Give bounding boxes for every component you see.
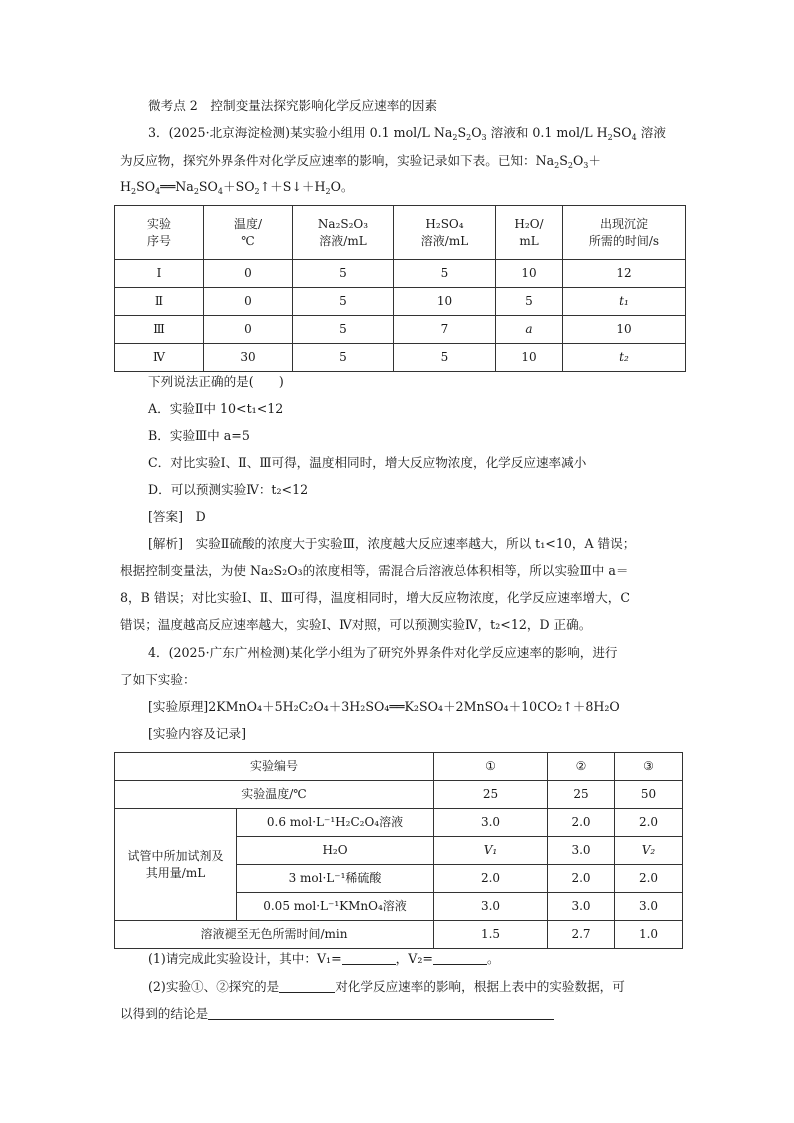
- table-cell: 2.0: [615, 809, 683, 837]
- q3-stem-line-3: $H_2SO_4══Na_2SO_4+SO_2↑+S↓+H_2O$。: [120, 179, 354, 196]
- q3-answer: [答案] D: [148, 509, 206, 524]
- table-cell: 1.5: [434, 921, 548, 949]
- factor-answer-blank[interactable]: [279, 979, 335, 993]
- table-cell: 0.6 mol·L⁻¹H₂C₂O₄溶液: [237, 809, 434, 837]
- table-cell: 3.0: [434, 893, 548, 921]
- table-row: [115, 809, 683, 837]
- table-cell: 5: [394, 344, 496, 372]
- table-cell: 10: [496, 344, 563, 372]
- table-cell: ②: [548, 753, 615, 781]
- table-cell: 2.0: [615, 865, 683, 893]
- table-row: [115, 288, 686, 316]
- table-cell: 2.0: [434, 865, 548, 893]
- table-cell: a: [496, 316, 563, 344]
- table-cell: 3.0: [548, 837, 615, 865]
- table-cell: 0.05 mol·L⁻¹KMnO₄溶液: [237, 893, 434, 921]
- table-cell: 30: [204, 344, 293, 372]
- q3-analysis-line-1: [解析] 实验Ⅱ硫酸的浓度大于实验Ⅲ，浓度越大反应速率越大，所以 t₁<10，A 错误；: [148, 536, 636, 551]
- table-cell: t₁: [563, 288, 686, 316]
- reagent-group-label: 试管中所加试剂及 其用量/mL: [115, 809, 237, 921]
- q3-analysis-line-4: 错误；温度越高反应速率越大，实验Ⅰ、Ⅳ对照，可以预测实验Ⅳ，t₂<12，D 正确。: [120, 617, 592, 632]
- table-cell: Ⅲ: [115, 316, 204, 344]
- table-cell: 3.0: [434, 809, 548, 837]
- q3-header-cell: 温度/ ℃: [204, 206, 293, 260]
- table-cell: 5: [293, 344, 394, 372]
- table-cell: 10: [394, 288, 496, 316]
- q3-header-cell: 实验 序号: [115, 206, 204, 260]
- table-cell: 3.0: [548, 893, 615, 921]
- table-cell: 5: [293, 288, 394, 316]
- table-cell: 溶液褪至无色所需时间/min: [115, 921, 434, 949]
- q4-sub-question-2-cont: 以得到的结论是: [120, 1005, 554, 1023]
- table-cell: 10: [496, 260, 563, 288]
- q3-stem-line-2: 为反应物，探究外界条件对化学反应速率的影响，实验记录如下表。已知：$Na_2S_2O_3+$: [120, 153, 601, 170]
- table-row: [115, 316, 686, 344]
- table-cell: 2.0: [548, 809, 615, 837]
- q3-table-header-row: [115, 206, 686, 260]
- table-row: [115, 921, 683, 949]
- table-cell: V₁: [434, 837, 548, 865]
- section-title: 微考点 2 控制变量法探究影响化学反应速率的因素: [148, 98, 438, 113]
- q3-option-d: D．可以预测实验Ⅳ：t₂<12: [148, 482, 309, 497]
- q3-header-cell: 出现沉淀 所需的时间/s: [563, 206, 686, 260]
- table-cell: t₂: [563, 344, 686, 372]
- q4-sub-question-2: (2)实验①、②探究的是 对化学反应速率的影响，根据上表中的实验数据，可: [148, 979, 625, 994]
- table-cell: V₂: [615, 837, 683, 865]
- q3-header-cell: H₂O/ mL: [496, 206, 563, 260]
- q4-principle: [实验原理]2KMnO₄＋5H₂C₂O₄＋3H₂SO₄══K₂SO₄＋2MnSO₄＋10CO₂↑＋8H₂O: [148, 699, 620, 714]
- table-cell: ①: [434, 753, 548, 781]
- table-cell: 5: [293, 260, 394, 288]
- table-cell: ③: [615, 753, 683, 781]
- table-cell: 2.0: [548, 865, 615, 893]
- q3-option-b: B．实验Ⅲ中 a=5: [148, 428, 250, 443]
- table-cell: Ⅰ: [115, 260, 204, 288]
- table-cell: 2.7: [548, 921, 615, 949]
- v1-answer-blank[interactable]: [342, 951, 396, 965]
- table-row: [115, 781, 683, 809]
- q4-stem-line-1: 4．(2025·广东广州检测)某化学小组为了研究外界条件对化学反应速率的影响，进行: [148, 645, 618, 660]
- q3-header-cell: H₂SO₄ 溶液/mL: [394, 206, 496, 260]
- table-cell: Ⅱ: [115, 288, 204, 316]
- table-cell: 1.0: [615, 921, 683, 949]
- table-cell: 3 mol·L⁻¹稀硫酸: [237, 865, 434, 893]
- table-cell: Ⅳ: [115, 344, 204, 372]
- table-cell: 0: [204, 260, 293, 288]
- table-cell: 10: [563, 316, 686, 344]
- table-cell: 0: [204, 316, 293, 344]
- table-cell: 12: [563, 260, 686, 288]
- q3-option-a: A．实验Ⅱ中 10<t₁<12: [148, 401, 284, 416]
- q3-data-table: [114, 205, 686, 372]
- table-cell: 实验温度/℃: [115, 781, 434, 809]
- table-cell: 5: [496, 288, 563, 316]
- q3-analysis-line-2: 根据控制变量法，为使 Na₂S₂O₃的浓度相等，需混合后溶液总体积相等，所以实验Ⅲ中 a＝: [120, 563, 629, 578]
- q4-experiment-table: [114, 752, 683, 949]
- v2-answer-blank[interactable]: [433, 951, 487, 965]
- table-cell: 5: [394, 260, 496, 288]
- q4-sub-question-1: (1)请完成此实验设计，其中：V₁= ，V₂= 。: [148, 951, 500, 966]
- q3-stem-line-1: 3．(2025·北京海淀检测)某实验小组用 0.1 mol/L $Na_2S_2O_3$ 溶液和 0.1 mol/L $H_2SO_4$ 溶液: [148, 125, 666, 142]
- q3-analysis-line-3: 8，B 错误；对比实验Ⅰ、Ⅱ、Ⅲ可得，温度相同时，增大反应物浓度，化学反应速率增大，C: [120, 590, 630, 605]
- table-row: [115, 344, 686, 372]
- table-cell: 25: [548, 781, 615, 809]
- table-cell: 7: [394, 316, 496, 344]
- table-cell: 5: [293, 316, 394, 344]
- table-row: [115, 753, 683, 781]
- table-cell: 25: [434, 781, 548, 809]
- table-cell: 50: [615, 781, 683, 809]
- table-row: [115, 260, 686, 288]
- q3-header-cell: Na₂S₂O₃ 溶液/mL: [293, 206, 394, 260]
- q3-option-c: C．对比实验Ⅰ、Ⅱ、Ⅲ可得，温度相同时，增大反应物浓度，化学反应速率减小: [148, 455, 587, 470]
- q4-content-label: [实验内容及记录]: [148, 726, 246, 741]
- table-cell: H₂O: [237, 837, 434, 865]
- table-cell: 实验编号: [115, 753, 434, 781]
- q3-prompt: 下列说法正确的是( ): [148, 374, 284, 389]
- q4-stem-line-2: 了如下实验：: [120, 672, 196, 687]
- table-cell: 3.0: [615, 893, 683, 921]
- conclusion-answer-blank[interactable]: [208, 1006, 554, 1020]
- table-cell: 0: [204, 288, 293, 316]
